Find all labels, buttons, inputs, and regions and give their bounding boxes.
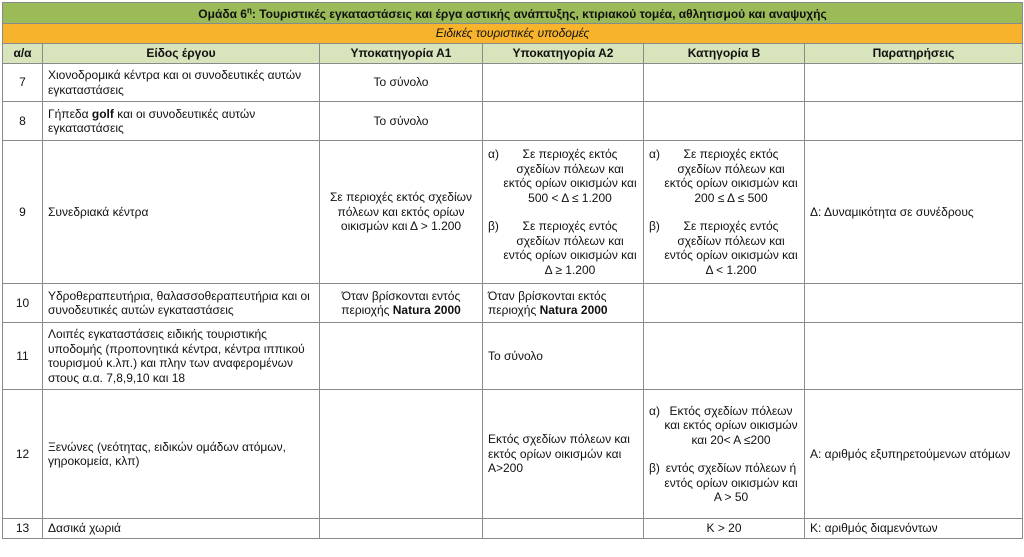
row-num: 8 <box>3 102 43 141</box>
row-b: Κ > 20 <box>644 519 805 539</box>
header-notes: Παρατηρήσεις <box>805 44 1023 64</box>
document-page <box>2 2 1022 539</box>
row-num: 13 <box>3 519 43 539</box>
row-num: 12 <box>3 390 43 519</box>
row-b <box>644 102 805 141</box>
row-type: Υδροθεραπευτήρια, θαλασσοθεραπευτήρια και οι συνοδευτικές αυτών εγκαταστάσεις <box>43 284 320 323</box>
row-type: Ξενώνες (νεότητας, ειδικών ομάδων ατόμων, γηροκομεία, κλπ) <box>43 390 320 519</box>
row-notes <box>805 102 1023 141</box>
table-row <box>3 141 1023 284</box>
row-type: Χιονοδρομικά κέντρα και οι συνοδευτικές αυτών εγκαταστάσεις <box>43 64 320 102</box>
list-item: α) Σε περιοχές εκτός σχεδίων πόλεων και εκτός ορίων οικισμών και 500 < Δ ≤ 1.200 <box>488 147 637 205</box>
header-num: α/α <box>3 44 43 64</box>
row-notes <box>805 64 1023 102</box>
table-row <box>3 64 1023 102</box>
row-a1: Όταν βρίσκονται εντός περιοχής Natura 2000 <box>320 284 483 323</box>
list-item: β) εντός σχεδίων πόλεων ή εντός ορίων οικισμών και Α > 50 <box>649 461 798 504</box>
row-notes: Α: αριθμός εξυπηρετούμενων ατόμων <box>805 390 1023 519</box>
table-row <box>3 390 1023 519</box>
row-notes: Δ: Δυναμικότητα σε συνέδρους <box>805 141 1023 284</box>
group-title: Ομάδα $6^\eta$: Τουριστικές εγκαταστάσεις και έργα αστικής ανάπτυξης, κτιριακού τομέα, αθλητισμού και αναψυχής <box>3 3 1023 24</box>
header-b: Κατηγορία Β <box>644 44 805 64</box>
list-item: β) Σε περιοχές εντός σχεδίων πόλεων και εντός ορίων οικισμών και Δ ≥ 1.200 <box>488 219 637 277</box>
row-a1 <box>320 323 483 390</box>
row-a1 <box>320 519 483 539</box>
header-a1: Υποκατηγορία Α1 <box>320 44 483 64</box>
row-notes <box>805 284 1023 323</box>
row-b <box>644 323 805 390</box>
subgroup-title: Ειδικές τουριστικές υποδομές <box>3 24 1023 44</box>
list-item: α) Σε περιοχές εκτός σχεδίων πόλεων και εκτός ορίων οικισμών και 200 ≤ Δ ≤ 500 <box>649 147 798 205</box>
row-a2: Εκτός σχεδίων πόλεων και εκτός ορίων οικισμών και Α>200 <box>483 390 644 519</box>
row-notes <box>805 323 1023 390</box>
row-type: Δασικά χωριά <box>43 519 320 539</box>
row-notes: Κ: αριθμός διαμενόντων <box>805 519 1023 539</box>
row-a2 <box>483 141 644 284</box>
row-a2 <box>483 519 644 539</box>
list-item: α) Εκτός σχεδίων πόλεων και εκτός ορίων οικισμών και 20< Α ≤200 <box>649 403 798 447</box>
row-type: Γήπεδα golf και οι συνοδευτικές αυτών εγκαταστάσεις <box>43 102 320 141</box>
header-a2: Υποκατηγορία Α2 <box>483 44 644 64</box>
row-a1: Το σύνολο <box>320 64 483 102</box>
row-a1 <box>320 390 483 519</box>
row-b <box>644 284 805 323</box>
table-row <box>3 519 1023 539</box>
row-a2: Το σύνολο <box>483 323 644 390</box>
row-a2 <box>483 102 644 141</box>
row-a1: Σε περιοχές εκτός σχεδίων πόλεων και εκτός ορίων οικισμών και Δ > 1.200 <box>320 141 483 284</box>
row-num: 10 <box>3 284 43 323</box>
row-b <box>644 390 805 519</box>
projects-table <box>2 2 1023 539</box>
row-type: Συνεδριακά κέντρα <box>43 141 320 284</box>
row-b <box>644 64 805 102</box>
row-num: 11 <box>3 323 43 390</box>
row-num: 9 <box>3 141 43 284</box>
row-a2: Όταν βρίσκονται εκτός περιοχής Natura 2000 <box>483 284 644 323</box>
row-a2 <box>483 64 644 102</box>
table-row <box>3 323 1023 390</box>
row-a1: Το σύνολο <box>320 102 483 141</box>
table-header-row <box>3 44 1023 64</box>
header-type: Είδος έργου <box>43 44 320 64</box>
list-item: β) Σε περιοχές εντός σχεδίων πόλεων και εντός ορίων οικισμών και Δ < 1.200 <box>649 219 798 277</box>
table-row <box>3 284 1023 323</box>
table-row <box>3 102 1023 141</box>
row-type: Λοιπές εγκαταστάσεις ειδικής τουριστικής υποδομής (προπονητικά κέντρα, κέντρα ιππικού τουρισμού κ.λπ.) και πλην των αναφερομένων στους α.α. 7,8,9,10 και 18 <box>43 323 320 390</box>
row-num: 7 <box>3 64 43 102</box>
row-b <box>644 141 805 284</box>
